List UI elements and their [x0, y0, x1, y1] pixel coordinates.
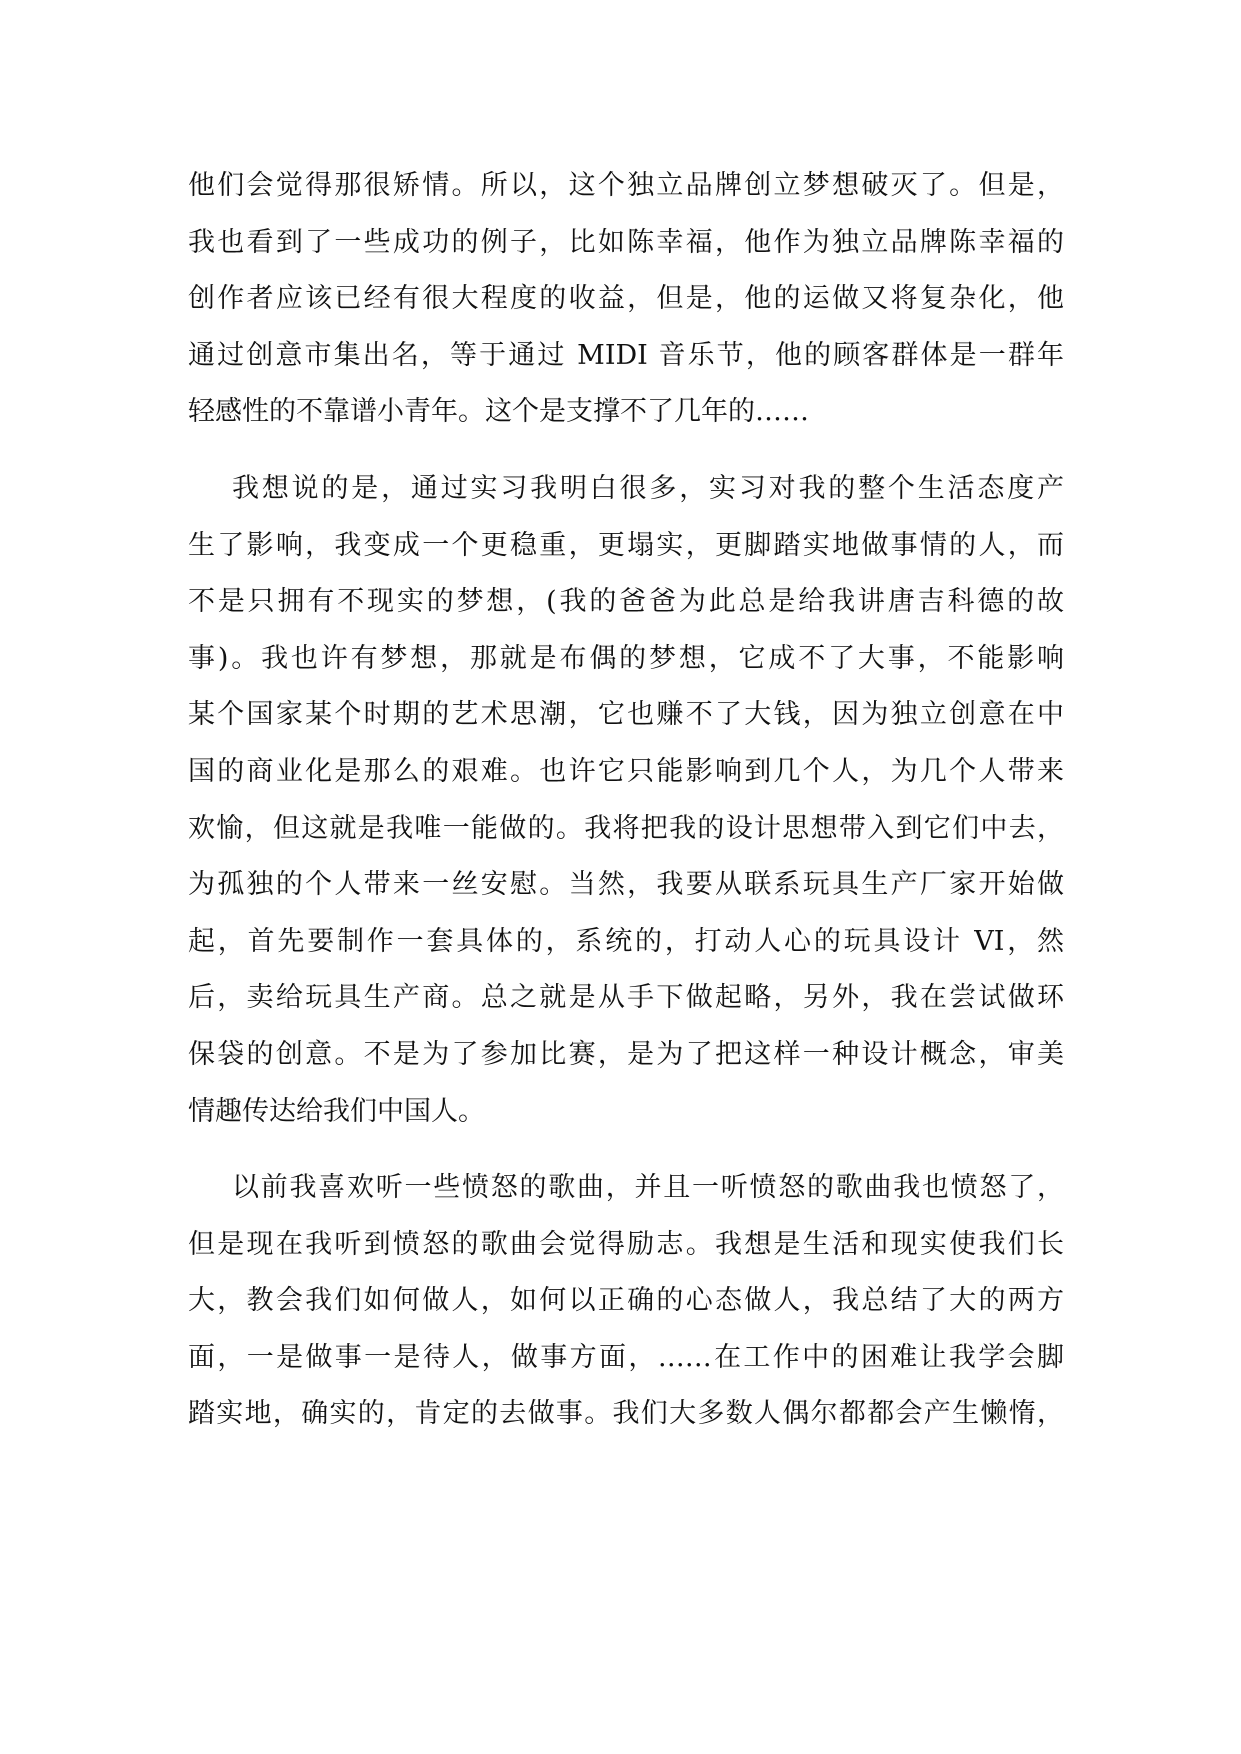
paragraph-line: 但是现在我听到愤怒的歌曲会觉得励志。我想是生活和现实使我们长	[188, 1228, 1064, 1260]
paragraph-line: 起，首先要制作一套具体的，系统的，打动人心的玩具设计 VI，然	[188, 925, 1064, 957]
body-text	[188, 158, 1064, 1443]
paragraph-line: 我也看到了一些成功的例子，比如陈幸福，他作为独立品牌陈幸福的	[188, 226, 1064, 258]
paragraph-gap	[188, 1140, 1064, 1160]
paragraph-line: 我想说的是，通过实习我明白很多，实习对我的整个生活态度产	[232, 472, 1064, 504]
paragraph-2	[188, 461, 1064, 1140]
paragraph-line: 以前我喜欢听一些愤怒的歌曲，并且一听愤怒的歌曲我也愤怒了，	[232, 1172, 1064, 1204]
paragraph-line: 大，教会我们如何做人，如何以正确的心态做人，我总结了大的两方	[188, 1285, 1064, 1317]
paragraph-line: 他们会觉得那很矫情。所以，这个独立品牌创立梦想破灭了。但是，	[188, 170, 1064, 201]
paragraph-line: 为孤独的个人带来一丝安慰。当然，我要从联系玩具生产厂家开始做	[188, 869, 1064, 901]
paragraph-1	[188, 158, 1064, 441]
paragraph-line: 创作者应该已经有很大程度的收益，但是，他的运做又将复杂化，他	[188, 283, 1064, 315]
paragraph-line: 情趣传达给我们中国人。	[188, 1095, 485, 1127]
paragraph-line: 轻感性的不靠谱小青年。这个是支撑不了几年的……	[188, 396, 809, 428]
paragraph-gap	[188, 441, 1064, 461]
paragraph-line: 生了影响，我变成一个更稳重，更塌实，更脚踏实地做事情的人，而	[188, 529, 1064, 561]
paragraph-line: 某个国家某个时期的艺术思潮，它也赚不了大钱，因为独立创意在中	[188, 699, 1064, 731]
paragraph-line: 国的商业化是那么的艰难。也许它只能影响到几个人，为几个人带来	[188, 755, 1064, 787]
paragraph-line: 保袋的创意。不是为了参加比赛，是为了把这样一种设计概念，审美	[188, 1038, 1064, 1070]
paragraph-line: 后，卖给玩具生产商。总之就是从手下做起略，另外，我在尝试做环	[188, 982, 1064, 1014]
paragraph-line: 欢愉，但这就是我唯一能做的。我将把我的设计思想带入到它们中去，	[188, 812, 1064, 844]
paragraph-line: 踏实地，确实的，肯定的去做事。我们大多数人偶尔都都会产生懒惰，	[188, 1398, 1064, 1430]
paragraph-line: 事)。我也许有梦想，那就是布偶的梦想，它成不了大事，不能影响	[188, 642, 1064, 674]
paragraph-line: 通过创意市集出名，等于通过 MIDI 音乐节，他的顾客群体是一群年	[188, 339, 1064, 371]
paragraph-line: 不是只拥有不现实的梦想，(我的爸爸为此总是给我讲唐吉科德的故	[188, 586, 1064, 618]
paragraph-line: 面，一是做事一是待人，做事方面，……在工作中的困难让我学会脚	[188, 1341, 1064, 1373]
paragraph-3	[188, 1160, 1064, 1443]
